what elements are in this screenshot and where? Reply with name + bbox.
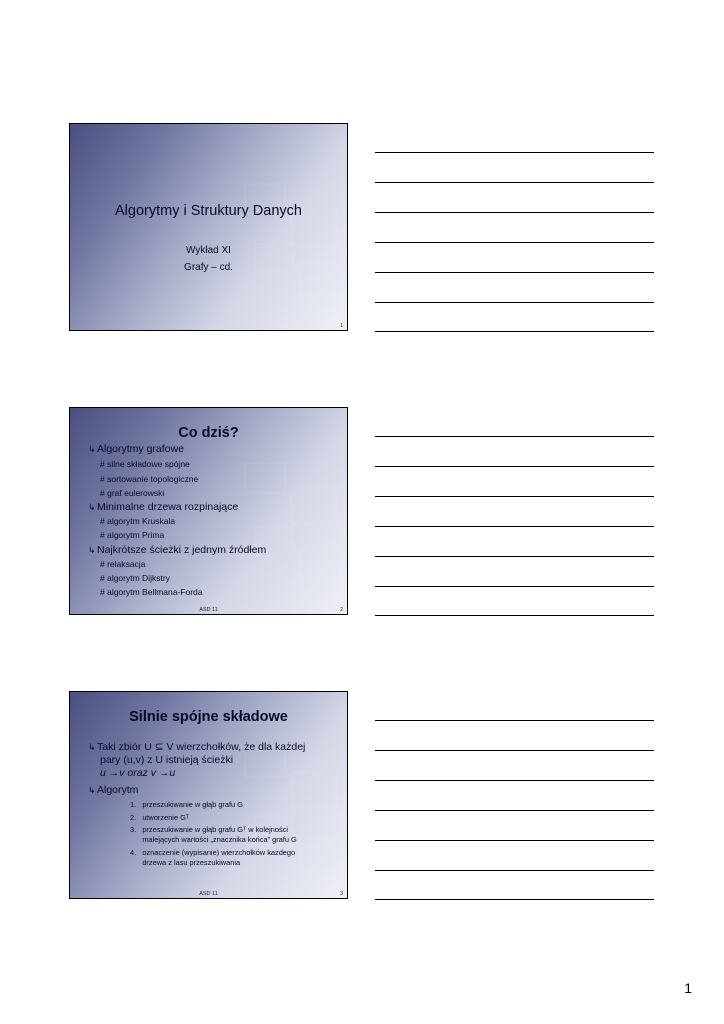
sub-item: # algorytm Bellmana-Forda [100,587,203,597]
bullet-arrow-icon: ↳ [88,444,96,454]
sub-item: # silne składowe spójne [100,459,190,469]
bullet-arrow-icon: ↳ [88,545,96,555]
slide-number: 2 [340,607,343,613]
note-line [375,899,654,900]
note-line [375,556,654,557]
bullet-arrow-icon: ↳ [88,742,96,752]
note-line [375,586,654,587]
note-line [375,720,654,721]
background-diagram-decoration [70,124,348,331]
slide-title: Algorytmy i Struktury Danych [115,203,302,219]
bullet-item: ↳Minimalne drzewa rozpinające [88,501,239,513]
sub-item: # sortowanie topologiczne [100,474,199,484]
note-line [375,272,654,273]
sub-item: # graf eulerowski [100,488,165,498]
sub-item: # algorytm Kruskala [100,516,176,526]
note-line [375,496,654,497]
sub-item: # algorytm Prima [100,530,165,540]
slide-footer: ASD 11 [199,891,218,897]
sub-item: # algorytm Dijkstry [100,573,170,583]
numbered-step: 3. przeszukiwanie w głąb grafu Gᵀ w kolejności [130,825,289,834]
bullet-item: ↳Taki zbiór U ⊆ V wierzchołków, że dla każdej [88,741,306,753]
bullet-item: ↳Najkrótsze ścieżki z jednym źródłem [88,544,267,556]
note-line [375,182,654,183]
note-line [375,840,654,841]
note-line [375,302,654,303]
slide-3 [69,691,348,899]
sub-item: # relaksacja [100,559,146,569]
note-line [375,526,654,527]
bullet-arrow-icon: ↳ [88,785,96,795]
note-line [375,466,654,467]
bullet-text-line: pary (u,v) z U istnieją ścieżki [100,754,234,766]
note-line [375,436,654,437]
bullet-text-line: u →v oraz v →u [100,767,176,779]
note-line [375,331,654,332]
numbered-step: 4. oznaczenie (wypisanie) wierzchołków każdego [130,848,296,857]
slide-title: Co dziś? [178,425,239,441]
note-line [375,615,654,616]
numbered-step: 1. przeszukiwanie w głąb grafu G [130,800,243,809]
note-line [375,242,654,243]
slide-2 [69,407,348,615]
note-line [375,212,654,213]
note-line [375,750,654,751]
slide-subtitle: Wykład XI [186,245,231,256]
bullet-item: ↳Algorytmy grafowe [88,443,184,455]
slide-subtitle: Grafy – cd. [184,262,233,273]
note-line [375,780,654,781]
note-line [375,810,654,811]
slide-footer: ASD 11 [199,607,218,613]
numbered-step: malejących wartości „znacznika końca” grafu G [130,835,297,844]
slide-1 [69,123,348,331]
numbered-step: drzewa z lasu przeszukiwania [130,858,241,867]
bullet-item: ↳Algorytm [88,784,139,796]
slide-number: 3 [340,891,343,897]
slide-number: 1 [340,323,343,329]
bullet-arrow-icon: ↳ [88,502,96,512]
page-number: 1 [684,980,692,996]
numbered-step: 2. utworzenie Gᵀ [130,813,190,822]
note-line [375,152,654,153]
note-line [375,870,654,871]
slide-title: Silnie spójne składowe [129,709,288,725]
